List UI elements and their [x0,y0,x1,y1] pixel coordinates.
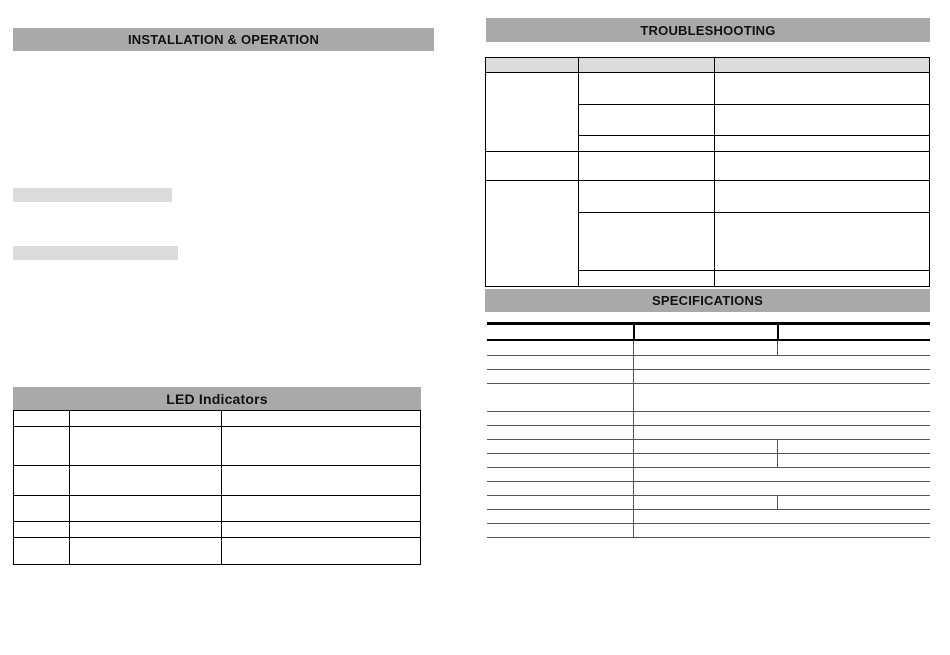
troubleshooting-table [485,57,930,287]
led-table-row-divider [14,537,420,538]
installation-subheading-bar-2 [13,246,178,260]
specifications-row-divider [487,439,930,440]
troubleshooting-table-header [486,58,929,72]
installation-operation-heading [13,28,434,51]
troubleshooting-row-divider [578,212,929,213]
troubleshooting-row-divider [486,72,929,73]
led-table-row-divider [14,521,420,522]
specifications-header-col-divider [633,322,635,341]
led-indicators-title: LED Indicators [166,390,268,407]
specifications-row-divider [487,355,930,356]
specifications-col-divider-2 [777,341,778,355]
specifications-row-divider [487,369,930,370]
troubleshooting-row-divider [578,135,929,136]
troubleshooting-row-divider [578,104,929,105]
specifications-row-divider [487,495,930,496]
specifications-col-divider-2 [777,495,778,509]
installation-operation-title: INSTALLATION & OPERATION [127,32,320,47]
specifications-table [487,322,930,538]
troubleshooting-row-divider [578,270,929,271]
installation-subheading-bar-1 [13,188,172,202]
troubleshooting-row-divider [486,180,929,181]
specifications-table-header-rule [487,339,930,341]
troubleshooting-col-divider-1 [578,58,579,286]
specifications-row-divider [487,467,930,468]
troubleshooting-row-divider [486,151,929,152]
specifications-title: SPECIFICATIONS [652,293,763,308]
specifications-row-divider [487,509,930,510]
led-table-col-divider-1 [69,411,70,564]
led-table-row-divider [14,426,420,427]
troubleshooting-col-divider-2 [714,58,715,286]
led-indicators-table [13,410,421,565]
led-table-col-divider-2 [221,411,222,564]
specifications-row-divider [487,481,930,482]
specifications-row-divider [487,411,930,412]
specifications-row-divider [487,383,930,384]
specifications-row-divider [487,453,930,454]
specifications-row-divider [487,425,930,426]
specifications-row-divider [487,523,930,524]
specifications-heading [485,289,930,312]
specifications-row-divider [487,537,930,538]
led-table-row-divider [14,495,420,496]
specifications-table-header-rule [487,322,930,325]
specifications-header-col-divider [777,322,779,341]
troubleshooting-title: TROUBLESHOOTING [640,22,776,38]
led-table-row-divider [14,465,420,466]
led-indicators-heading [13,387,421,410]
troubleshooting-heading [486,18,930,42]
